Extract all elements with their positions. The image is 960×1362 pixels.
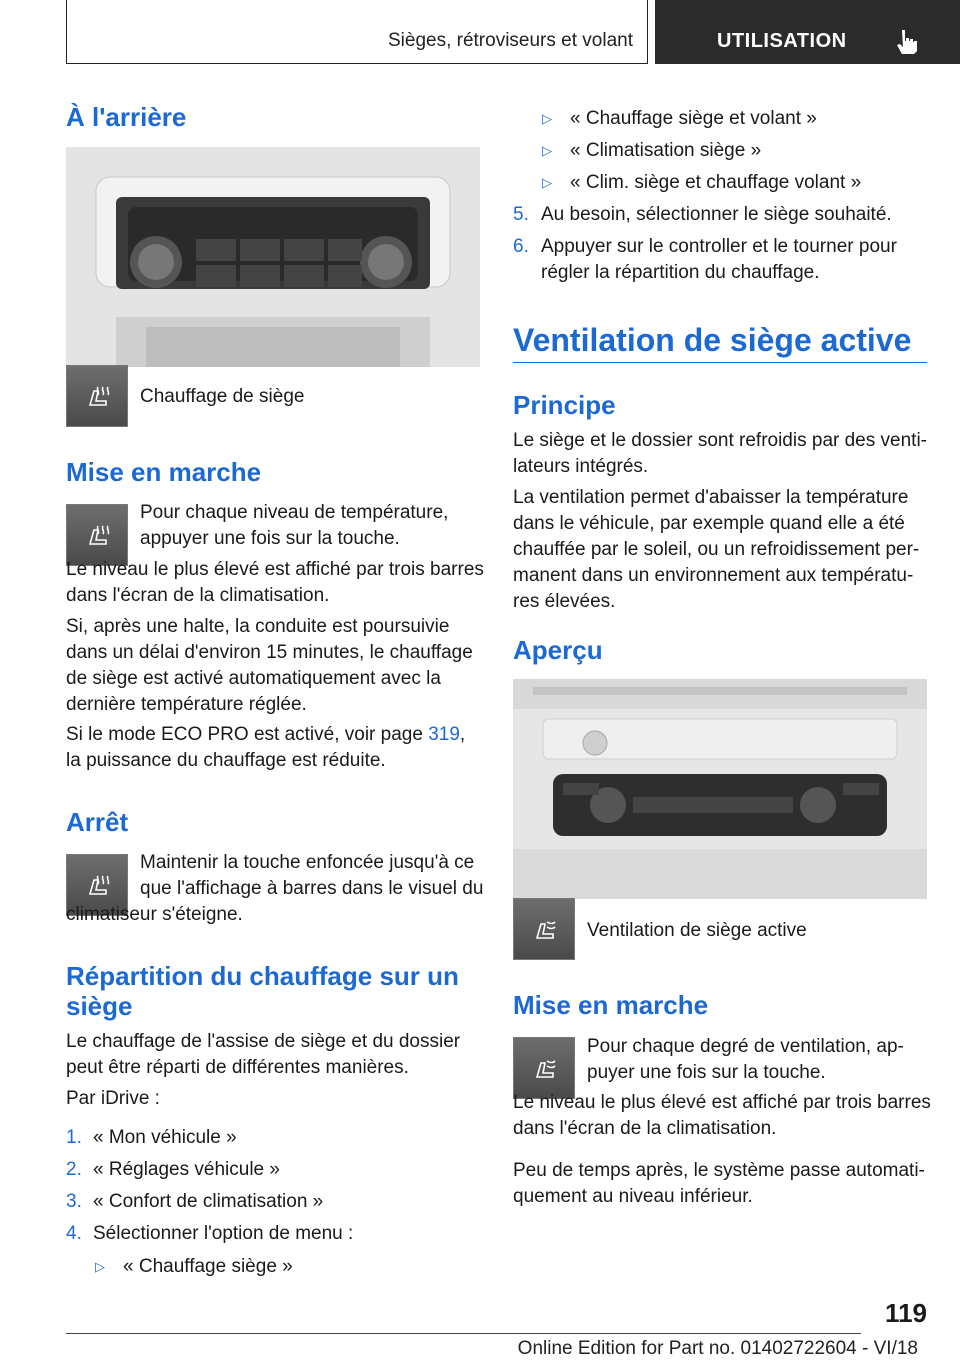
rear-climate-panel-photo xyxy=(66,147,480,367)
menu-step: Appuyer sur le controller et le tourner pour xyxy=(541,236,897,257)
heading-rule xyxy=(513,362,927,363)
triangle-bullet-icon: ▷ xyxy=(542,143,552,158)
page-number: 119 xyxy=(885,1298,927,1328)
triangle-bullet-icon: ▷ xyxy=(95,1259,105,1274)
header-tab xyxy=(655,0,960,64)
menu-step: Sélectionner l'option de menu : xyxy=(93,1223,354,1244)
caption-seat-heating: Chauffage de siège xyxy=(140,386,305,407)
text: Peu de temps après, le système passe automati‐ xyxy=(513,1160,925,1181)
text: la puissance du chauffage est réduite. xyxy=(66,750,386,771)
text: dans l'écran de la climatisation. xyxy=(513,1118,777,1139)
text: Pour chaque niveau de température, xyxy=(140,502,449,523)
text: Le niveau le plus élevé est affiché par trois barres xyxy=(66,559,484,580)
text: appuyer une fois sur la touche. xyxy=(140,528,400,549)
text: Le siège et le dossier sont refroidis par des venti‐ xyxy=(513,430,927,451)
step-number: 2. xyxy=(66,1159,82,1180)
text: Si le mode ECO PRO est activé, voir page 319, xyxy=(66,724,466,745)
menu-step: « Réglages véhicule » xyxy=(93,1159,280,1180)
front-climate-panel-photo xyxy=(513,679,927,899)
text: dans l'écran de la climatisation. xyxy=(66,585,330,606)
text: La ventilation permet d'abaisser la température xyxy=(513,487,909,508)
text: Le niveau le plus élevé est affiché par trois barres xyxy=(513,1092,931,1113)
text: puyer une fois sur la touche. xyxy=(587,1062,826,1083)
text: Par iDrive : xyxy=(66,1088,160,1109)
text: climatiseur s'éteigne. xyxy=(66,904,243,925)
seat-ventilation-icon xyxy=(513,898,575,960)
heading-seat-ventilation: Ventilation de siège active xyxy=(513,322,912,358)
footer-edition: Online Edition for Part no. 01402722604 - VI/18 xyxy=(517,1338,918,1359)
caption-seat-ventilation: Ventilation de siège active xyxy=(587,920,807,941)
submenu-option: « Clim. siège et chauffage volant » xyxy=(570,172,862,193)
heading-rear: À l'arrière xyxy=(66,102,187,132)
menu-step: « Confort de climatisation » xyxy=(93,1191,324,1212)
heading-switch-on: Mise en marche xyxy=(513,990,709,1020)
menu-step: « Mon véhicule » xyxy=(93,1127,237,1148)
header-tab-label: UTILISATION xyxy=(717,30,847,52)
submenu-option: « Chauffage siège et volant » xyxy=(570,108,817,129)
triangle-bullet-icon: ▷ xyxy=(542,111,552,126)
text: de siège est activé automatiquement avec la xyxy=(66,668,441,689)
heading-distribution-2: siège xyxy=(66,991,133,1021)
step-number: 3. xyxy=(66,1191,82,1212)
text: manent dans un environnement aux températu‐ xyxy=(513,565,914,586)
page-link[interactable]: 319 xyxy=(428,724,460,745)
menu-step: régler la répartition du chauffage. xyxy=(541,262,820,283)
footer-rule xyxy=(66,1333,861,1334)
step-number: 1. xyxy=(66,1127,82,1148)
text: Pour chaque degré de ventilation, ap‐ xyxy=(587,1036,904,1057)
menu-step: Au besoin, sélectionner le siège souhaité. xyxy=(541,204,892,225)
triangle-bullet-icon: ▷ xyxy=(542,175,552,190)
step-number: 6. xyxy=(513,236,529,257)
text: quement au niveau inférieur. xyxy=(513,1186,753,1207)
submenu-option: « Climatisation siège » xyxy=(570,140,762,161)
text: chauffée par le soleil, ou un refroidissement per‐ xyxy=(513,539,920,560)
heading-switch-on: Mise en marche xyxy=(66,457,262,487)
text: Si, après une halte, la conduite est poursuivie xyxy=(66,616,450,637)
text: Maintenir la touche enfoncée jusqu'à ce xyxy=(140,852,475,873)
heading-distribution: Répartition du chauffage sur un xyxy=(66,961,459,991)
step-number: 5. xyxy=(513,204,529,225)
heading-overview: Aperçu xyxy=(513,635,603,665)
submenu-option: « Chauffage siège » xyxy=(123,1256,293,1277)
step-number: 4. xyxy=(66,1223,82,1244)
text: dans le véhicule, par exemple quand elle a été xyxy=(513,513,905,534)
text: dernière température réglée. xyxy=(66,694,307,715)
hand-pointer-icon xyxy=(895,28,917,54)
header-section-title: Sièges, rétroviseurs et volant xyxy=(387,30,633,51)
text: res élevées. xyxy=(513,591,616,612)
text: Le chauffage de l'assise de siège et du dossier xyxy=(66,1031,461,1052)
heading-principle: Principe xyxy=(513,390,616,420)
text: que l'affichage à barres dans le visuel du xyxy=(140,878,484,899)
heading-switch-off: Arrêt xyxy=(66,807,129,837)
text: peut être réparti de différentes manières. xyxy=(66,1057,409,1078)
text: lateurs intégrés. xyxy=(513,456,649,477)
seat-heating-icon xyxy=(66,365,128,427)
text: dans un délai d'environ 15 minutes, le chauffage xyxy=(66,642,473,663)
